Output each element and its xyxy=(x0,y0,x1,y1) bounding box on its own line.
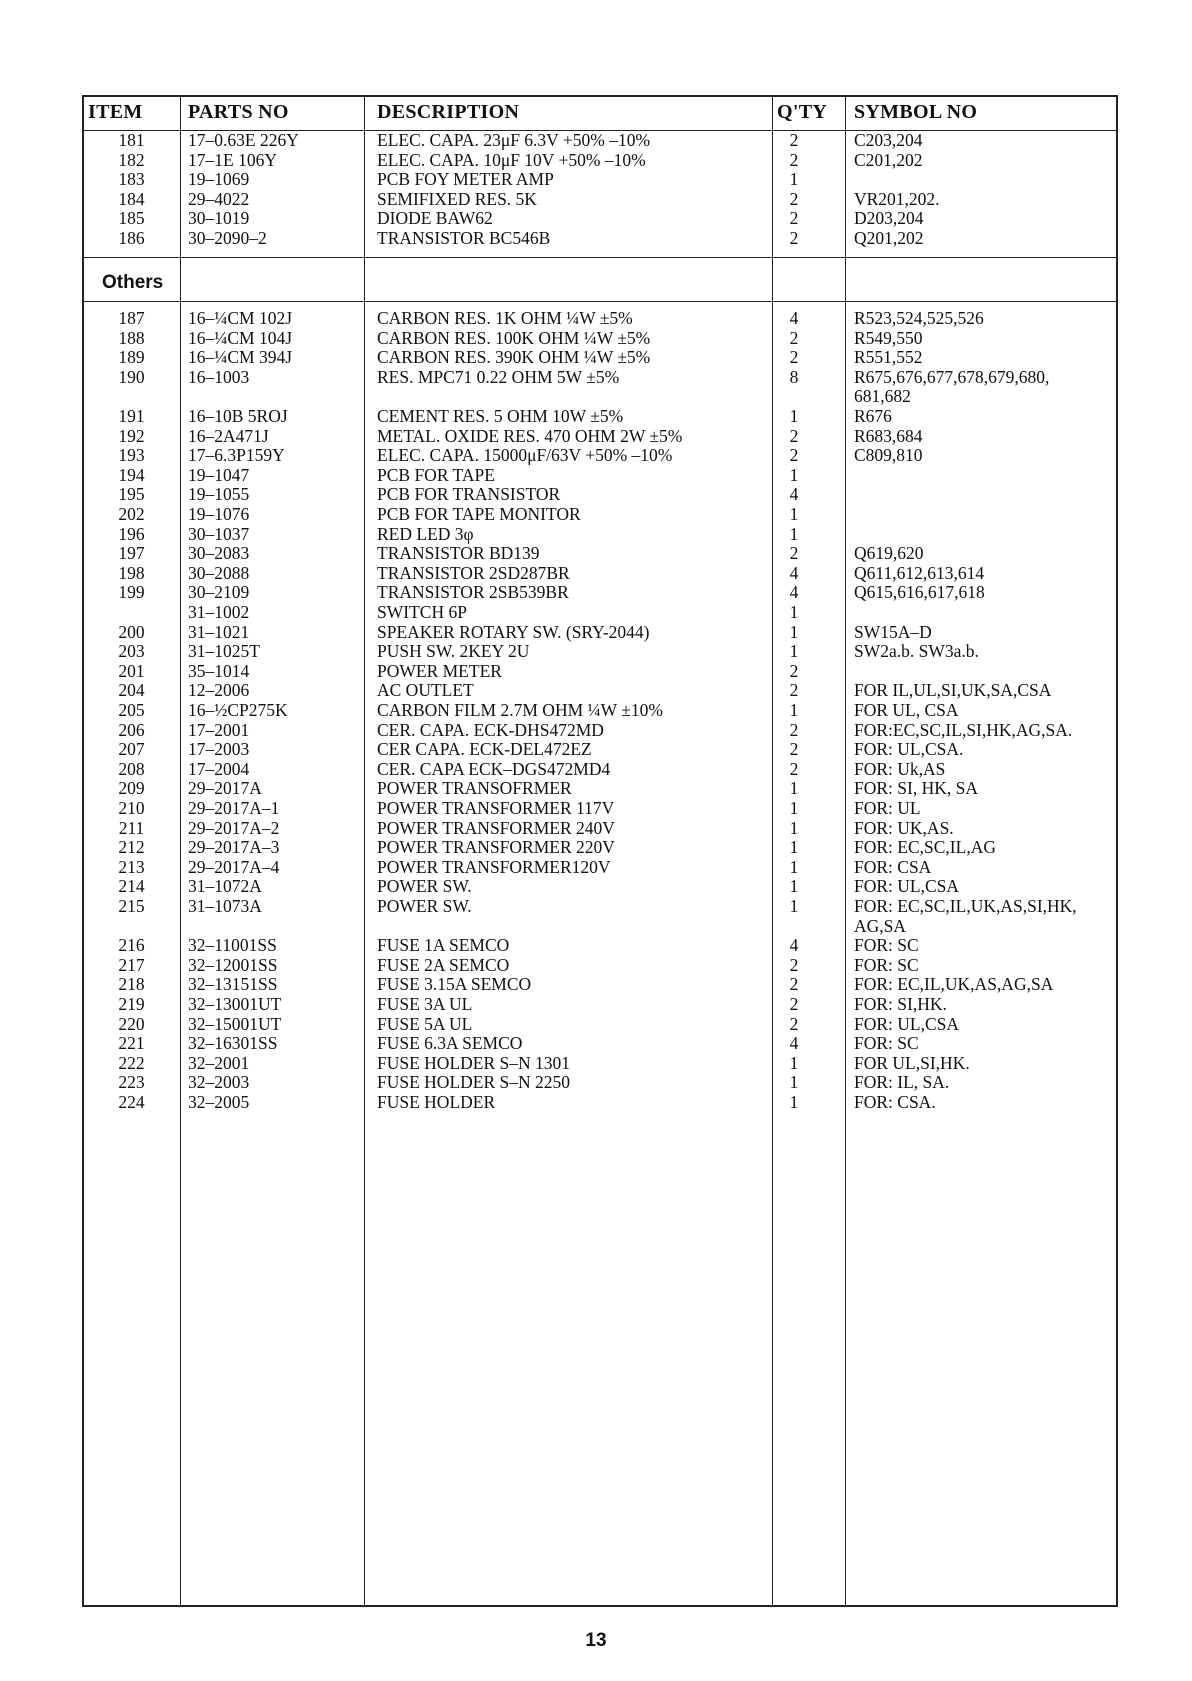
cell-symbol: FOR: SI, HK, SA xyxy=(854,778,978,799)
cell-item: 195 xyxy=(118,484,145,505)
table-row xyxy=(84,739,1116,759)
table-row xyxy=(84,228,1116,248)
cell-item: 213 xyxy=(118,856,145,877)
cell-symbol: FOR: IL, SA. xyxy=(854,1072,950,1093)
cell-qty: 1 xyxy=(789,169,799,190)
cell-parts-no: 29–2017A–3 xyxy=(188,837,280,858)
cell-parts-no: 35–1014 xyxy=(188,660,250,681)
cell-item: 186 xyxy=(118,228,145,248)
cell-description: FUSE 6.3A SEMCO xyxy=(377,1033,523,1054)
table-row xyxy=(84,974,1116,994)
table-row xyxy=(84,680,1116,700)
cell-description: POWER METER xyxy=(377,660,502,681)
cell-qty: 4 xyxy=(789,484,799,505)
cell-qty: 2 xyxy=(789,758,799,779)
cell-description: TRANSISTOR BD139 xyxy=(377,543,540,564)
cell-item: 215 xyxy=(118,896,145,916)
cell-item: 211 xyxy=(118,817,145,838)
cell-item: 202 xyxy=(118,504,145,524)
table-row xyxy=(84,602,1116,622)
cell-parts-no: 17–2003 xyxy=(188,739,250,760)
cell-symbol: FOR: UL,CSA xyxy=(854,876,960,897)
cell-symbol: Q615,616,617,618 xyxy=(854,582,985,603)
cell-symbol: C203,204 xyxy=(854,130,923,150)
cell-item: 192 xyxy=(118,425,145,446)
cell-parts-no: 16–1003 xyxy=(188,366,250,387)
cell-parts-no: 30–2109 xyxy=(188,582,250,603)
cell-description: POWER TRANSFORMER 240V xyxy=(377,817,615,838)
table-row xyxy=(84,582,1116,602)
table-row xyxy=(84,798,1116,818)
cell-symbol: FOR UL, CSA xyxy=(854,700,959,720)
cell-item: 185 xyxy=(118,208,145,229)
cell-description: DIODE BAW62 xyxy=(377,208,493,229)
cell-item: 207 xyxy=(118,739,145,760)
cell-qty: 2 xyxy=(789,680,799,701)
cell-description: ELEC. CAPA. 23μF 6.3V +50% –10% xyxy=(377,130,651,150)
cell-item: 223 xyxy=(118,1072,145,1093)
cell-parts-no: 29–2017A–4 xyxy=(188,856,280,877)
cell-parts-no: 17–1E 106Y xyxy=(188,149,277,170)
cell-qty: 8 xyxy=(789,366,799,387)
cell-parts-no: 31–1072A xyxy=(188,876,262,897)
cell-item: 216 xyxy=(118,935,145,956)
cell-qty: 1 xyxy=(789,876,799,897)
table-row xyxy=(84,994,1116,1014)
table-row xyxy=(84,876,1116,896)
cell-item: 203 xyxy=(118,641,145,662)
header-item: ITEM xyxy=(88,101,143,123)
cell-qty: 2 xyxy=(789,208,799,229)
table-row xyxy=(84,759,1116,779)
cell-description: ELEC. CAPA. 10μF 10V +50% –10% xyxy=(377,149,646,170)
cell-item: 193 xyxy=(118,445,145,466)
table-row xyxy=(84,818,1116,838)
section-label-others: Others xyxy=(102,272,164,293)
cell-description: TRANSISTOR BC546B xyxy=(377,228,551,248)
cell-parts-no: 32–15001UT xyxy=(188,1013,282,1034)
cell-qty: 2 xyxy=(789,974,799,995)
cell-qty: 2 xyxy=(789,954,799,975)
table-row xyxy=(84,1014,1116,1034)
cell-description: TRANSISTOR 2SD287BR xyxy=(377,562,570,583)
table-row xyxy=(84,563,1116,583)
table-row xyxy=(84,622,1116,642)
parts-table xyxy=(82,95,1118,1607)
cell-description: METAL. OXIDE RES. 470 OHM 2W ±5% xyxy=(377,425,683,446)
cell-qty: 4 xyxy=(789,308,799,328)
cell-qty: 2 xyxy=(789,347,799,368)
cell-symbol: FOR: EC,IL,UK,AS,AG,SA xyxy=(854,974,1054,995)
cell-qty: 2 xyxy=(789,149,799,170)
cell-description: PUSH SW. 2KEY 2U xyxy=(377,641,530,662)
cell-description: FUSE 2A SEMCO xyxy=(377,954,510,975)
cell-parts-no: 16–10B 5ROJ xyxy=(188,406,288,426)
cell-parts-no: 16–¼CM 394J xyxy=(188,347,293,368)
cell-item: 208 xyxy=(118,758,145,779)
cell-item: 214 xyxy=(118,876,145,897)
cell-item: 188 xyxy=(118,327,145,348)
cell-description: POWER TRANSOFRMER xyxy=(377,778,572,799)
table-row xyxy=(84,641,1116,661)
cell-description: PCB FOR TAPE xyxy=(377,464,495,485)
cell-symbol: VR201,202. xyxy=(854,188,940,209)
table-row xyxy=(84,445,1116,465)
cell-item: 191 xyxy=(118,406,145,426)
cell-description: CER. CAPA ECK–DGS472MD4 xyxy=(377,758,611,779)
cell-symbol: Q619,620 xyxy=(854,543,924,564)
cell-description: FUSE 3A UL xyxy=(377,994,473,1014)
cell-description: SEMIFIXED RES. 5K xyxy=(377,188,537,209)
cell-parts-no: 31–1002 xyxy=(188,602,250,622)
cell-qty: 2 xyxy=(789,739,799,760)
cell-qty: 1 xyxy=(789,896,799,916)
cell-description: PCB FOY METER AMP xyxy=(377,169,554,190)
cell-item: 206 xyxy=(118,719,145,740)
header-symbol-no: SYMBOL NO xyxy=(854,101,978,123)
cell-description: CARBON FILM 2.7M OHM ¼W ±10% xyxy=(377,700,663,720)
cell-parts-no: 17–0.63E 226Y xyxy=(188,130,299,150)
cell-qty: 2 xyxy=(789,543,799,564)
table-row xyxy=(84,524,1116,544)
cell-item: 196 xyxy=(118,523,145,544)
cell-qty: 2 xyxy=(789,994,799,1014)
header-qty: Q'TY xyxy=(777,101,828,123)
cell-qty: 1 xyxy=(789,798,799,818)
cell-description: POWER SW. xyxy=(377,876,472,897)
cell-item: 205 xyxy=(118,700,145,720)
cell-qty: 1 xyxy=(789,406,799,426)
cell-description: ELEC. CAPA. 15000μF/63V +50% –10% xyxy=(377,445,673,466)
table-row xyxy=(84,778,1116,798)
cell-qty: 2 xyxy=(789,660,799,681)
cell-description: FUSE HOLDER S–N 2250 xyxy=(377,1072,571,1093)
cell-parts-no: 16–½CP275K xyxy=(188,700,288,720)
cell-parts-no: 19–1047 xyxy=(188,464,250,485)
table-row xyxy=(84,406,1116,426)
cell-qty: 1 xyxy=(789,641,799,662)
cell-qty: 2 xyxy=(789,327,799,348)
cell-symbol: FOR: CSA. xyxy=(854,1092,936,1112)
cell-parts-no: 32–2001 xyxy=(188,1052,250,1073)
table-row xyxy=(84,720,1116,740)
cell-qty: 1 xyxy=(789,837,799,858)
cell-description: RED LED 3φ xyxy=(377,523,474,544)
cell-qty: 2 xyxy=(789,1013,799,1034)
cell-description: CARBON RES. 100K OHM ¼W ±5% xyxy=(377,327,651,348)
cell-qty: 4 xyxy=(789,562,799,583)
cell-symbol: SW15A–D xyxy=(854,621,932,642)
cell-item: 210 xyxy=(118,798,145,818)
table-row xyxy=(84,935,1116,955)
table-row xyxy=(84,347,1116,367)
cell-parts-no: 32–11001SS xyxy=(188,935,277,956)
table-row xyxy=(84,1072,1116,1092)
cell-parts-no: 30–2090–2 xyxy=(188,228,267,248)
cell-parts-no: 31–1025T xyxy=(188,641,260,662)
cell-item: 199 xyxy=(118,582,145,603)
cell-item: 194 xyxy=(118,464,145,485)
table-row xyxy=(84,955,1116,975)
table-row xyxy=(84,543,1116,563)
cell-parts-no: 32–12001SS xyxy=(188,954,278,975)
table-row xyxy=(84,484,1116,504)
cell-item: 189 xyxy=(118,347,145,368)
cell-qty: 2 xyxy=(789,445,799,466)
cell-symbol: R683,684 xyxy=(854,425,923,446)
cell-parts-no: 30–2083 xyxy=(188,543,250,564)
cell-item: 218 xyxy=(118,974,145,995)
section-rule xyxy=(84,257,1116,258)
table-row xyxy=(84,504,1116,524)
cell-symbol: FOR: EC,SC,IL,AG xyxy=(854,837,996,858)
cell-item: 200 xyxy=(118,621,145,642)
cell-symbol: FOR: UL,CSA xyxy=(854,1013,960,1034)
table-row xyxy=(84,189,1116,209)
cell-symbol: FOR: Uk,AS xyxy=(854,758,946,779)
table-row xyxy=(84,426,1116,446)
cell-parts-no: 30–1019 xyxy=(188,208,250,229)
cell-symbol: FOR: UL xyxy=(854,798,921,818)
cell-description: CARBON RES. 390K OHM ¼W ±5% xyxy=(377,347,651,368)
cell-qty: 1 xyxy=(789,856,799,877)
cell-description: POWER TRANSFORMER120V xyxy=(377,856,611,877)
cell-item: 221 xyxy=(118,1033,145,1054)
cell-symbol: FOR: UK,AS. xyxy=(854,817,954,838)
cell-parts-no: 30–1037 xyxy=(188,523,250,544)
cell-item: 190 xyxy=(118,366,145,387)
cell-parts-no: 32–2003 xyxy=(188,1072,250,1093)
cell-parts-no: 31–1073A xyxy=(188,896,262,916)
cell-symbol: R675,676,677,678,679,680, xyxy=(854,366,1050,387)
page-number: 13 xyxy=(585,1630,607,1651)
cell-qty: 1 xyxy=(789,700,799,720)
cell-qty: 1 xyxy=(789,523,799,544)
table-row xyxy=(84,150,1116,170)
cell-parts-no: 29–2017A xyxy=(188,778,262,799)
cell-parts-no: 32–16301SS xyxy=(188,1033,278,1054)
table-row xyxy=(84,896,1116,916)
cell-symbol: R551,552 xyxy=(854,347,923,368)
cell-symbol: R549,550 xyxy=(854,327,923,348)
cell-qty: 1 xyxy=(789,1092,799,1112)
cell-qty: 4 xyxy=(789,582,799,603)
table-row xyxy=(84,208,1116,228)
cell-qty: 2 xyxy=(789,228,799,248)
table-row xyxy=(84,916,1116,936)
cell-parts-no: 17–2004 xyxy=(188,758,250,779)
cell-item: 183 xyxy=(118,169,145,190)
cell-description: POWER SW. xyxy=(377,896,472,916)
cell-description: FUSE HOLDER S–N 1301 xyxy=(377,1052,571,1073)
cell-item: 198 xyxy=(118,562,145,583)
cell-item: 182 xyxy=(118,149,145,170)
table-row xyxy=(84,1053,1116,1073)
cell-qty: 4 xyxy=(789,935,799,956)
cell-description: AC OUTLET xyxy=(377,680,474,701)
cell-parts-no: 30–2088 xyxy=(188,562,250,583)
cell-symbol: SW2a.b. SW3a.b. xyxy=(854,641,979,662)
cell-parts-no: 32–13151SS xyxy=(188,974,278,995)
cell-description: CARBON RES. 1K OHM ¼W ±5% xyxy=(377,308,633,328)
cell-symbol: FOR IL,UL,SI,UK,SA,CSA xyxy=(854,680,1052,701)
cell-description: RES. MPC71 0.22 OHM 5W ±5% xyxy=(377,366,620,387)
table-row xyxy=(84,857,1116,877)
cell-description: PCB FOR TRANSISTOR xyxy=(377,484,561,505)
cell-parts-no: 29–4022 xyxy=(188,188,250,209)
cell-symbol: D203,204 xyxy=(854,208,924,229)
cell-item: 197 xyxy=(118,543,145,564)
section-rule xyxy=(84,301,1116,302)
cell-symbol: FOR:EC,SC,IL,SI,HK,AG,SA. xyxy=(854,719,1073,740)
table-row xyxy=(84,169,1116,189)
cell-item: 219 xyxy=(118,994,145,1014)
cell-qty: 2 xyxy=(789,425,799,446)
cell-qty: 2 xyxy=(789,130,799,150)
header-parts-no: PARTS NO xyxy=(188,101,289,123)
cell-symbol: 681,682 xyxy=(854,386,911,407)
cell-description: CER CAPA. ECK-DEL472EZ xyxy=(377,739,592,760)
table-row xyxy=(84,130,1116,150)
cell-description: POWER TRANSFORMER 220V xyxy=(377,837,615,858)
cell-symbol: C201,202 xyxy=(854,149,923,170)
cell-symbol: FOR: EC,SC,IL,UK,AS,SI,HK, xyxy=(854,896,1077,916)
cell-parts-no: 32–2005 xyxy=(188,1092,250,1112)
cell-item: 201 xyxy=(118,660,145,681)
cell-description: POWER TRANSFORMER 117V xyxy=(377,798,615,818)
cell-symbol: Q611,612,613,614 xyxy=(854,562,985,583)
table-row xyxy=(84,386,1116,406)
table-row xyxy=(84,465,1116,485)
cell-symbol: FOR: UL,CSA. xyxy=(854,739,964,760)
table-row xyxy=(84,661,1116,681)
cell-parts-no: 16–2A471J xyxy=(188,425,269,446)
cell-qty: 2 xyxy=(789,188,799,209)
cell-description: SPEAKER ROTARY SW. (SRY-2044) xyxy=(377,621,650,642)
cell-parts-no: 19–1055 xyxy=(188,484,250,505)
cell-symbol: R676 xyxy=(854,406,892,426)
cell-parts-no: 12–2006 xyxy=(188,680,250,701)
cell-description: CER. CAPA. ECK-DHS472MD xyxy=(377,719,604,740)
cell-item: 181 xyxy=(118,130,145,150)
cell-symbol: R523,524,525,526 xyxy=(854,308,984,328)
cell-symbol: FOR UL,SI,HK. xyxy=(854,1052,970,1073)
cell-qty: 1 xyxy=(789,1052,799,1073)
table-row xyxy=(84,700,1116,720)
cell-parts-no: 29–2017A–1 xyxy=(188,798,280,818)
cell-parts-no: 16–¼CM 102J xyxy=(188,308,293,328)
cell-qty: 1 xyxy=(789,778,799,799)
cell-qty: 1 xyxy=(789,1072,799,1093)
cell-description: CEMENT RES. 5 OHM 10W ±5% xyxy=(377,406,624,426)
cell-symbol: FOR: SC xyxy=(854,1033,919,1054)
cell-item: 217 xyxy=(118,954,145,975)
cell-item: 222 xyxy=(118,1052,145,1073)
cell-symbol: FOR: SC xyxy=(854,954,919,975)
cell-parts-no: 32–13001UT xyxy=(188,994,282,1014)
table-row xyxy=(84,1092,1116,1112)
cell-symbol: FOR: SC xyxy=(854,935,919,956)
cell-parts-no: 19–1076 xyxy=(188,504,250,524)
cell-qty: 4 xyxy=(789,1033,799,1054)
cell-description: FUSE 1A SEMCO xyxy=(377,935,510,956)
cell-item: 220 xyxy=(118,1013,145,1034)
cell-qty: 2 xyxy=(789,719,799,740)
cell-parts-no: 31–1021 xyxy=(188,621,250,642)
cell-symbol: FOR: SI,HK. xyxy=(854,994,947,1014)
cell-symbol: AG,SA xyxy=(854,915,907,936)
cell-parts-no: 29–2017A–2 xyxy=(188,817,280,838)
table-row xyxy=(84,837,1116,857)
cell-parts-no: 16–¼CM 104J xyxy=(188,327,293,348)
cell-item: 204 xyxy=(118,680,145,701)
header-description: DESCRIPTION xyxy=(377,101,520,123)
cell-description: TRANSISTOR 2SB539BR xyxy=(377,582,569,603)
cell-description: FUSE HOLDER xyxy=(377,1092,496,1112)
table-row xyxy=(84,308,1116,328)
cell-description: FUSE 3.15A SEMCO xyxy=(377,974,532,995)
cell-parts-no: 19–1069 xyxy=(188,169,250,190)
cell-item: 184 xyxy=(118,188,145,209)
cell-symbol: C809,810 xyxy=(854,445,923,466)
cell-qty: 1 xyxy=(789,504,799,524)
cell-item: 187 xyxy=(118,308,145,328)
cell-item: 224 xyxy=(118,1092,145,1112)
cell-parts-no: 17–2001 xyxy=(188,719,250,740)
cell-symbol: FOR: CSA xyxy=(854,856,932,877)
cell-item: 212 xyxy=(118,837,145,858)
cell-description: PCB FOR TAPE MONITOR xyxy=(377,504,581,524)
cell-parts-no: 17–6.3P159Y xyxy=(188,445,285,466)
table-row xyxy=(84,328,1116,348)
cell-description: FUSE 5A UL xyxy=(377,1013,473,1034)
cell-description: SWITCH 6P xyxy=(377,602,467,622)
cell-qty: 1 xyxy=(789,817,799,838)
cell-qty: 1 xyxy=(789,602,799,622)
cell-item: 209 xyxy=(118,778,145,799)
cell-qty: 1 xyxy=(789,464,799,485)
table-row xyxy=(84,367,1116,387)
table-row xyxy=(84,1033,1116,1053)
cell-symbol: Q201,202 xyxy=(854,228,924,248)
cell-qty: 1 xyxy=(789,621,799,642)
